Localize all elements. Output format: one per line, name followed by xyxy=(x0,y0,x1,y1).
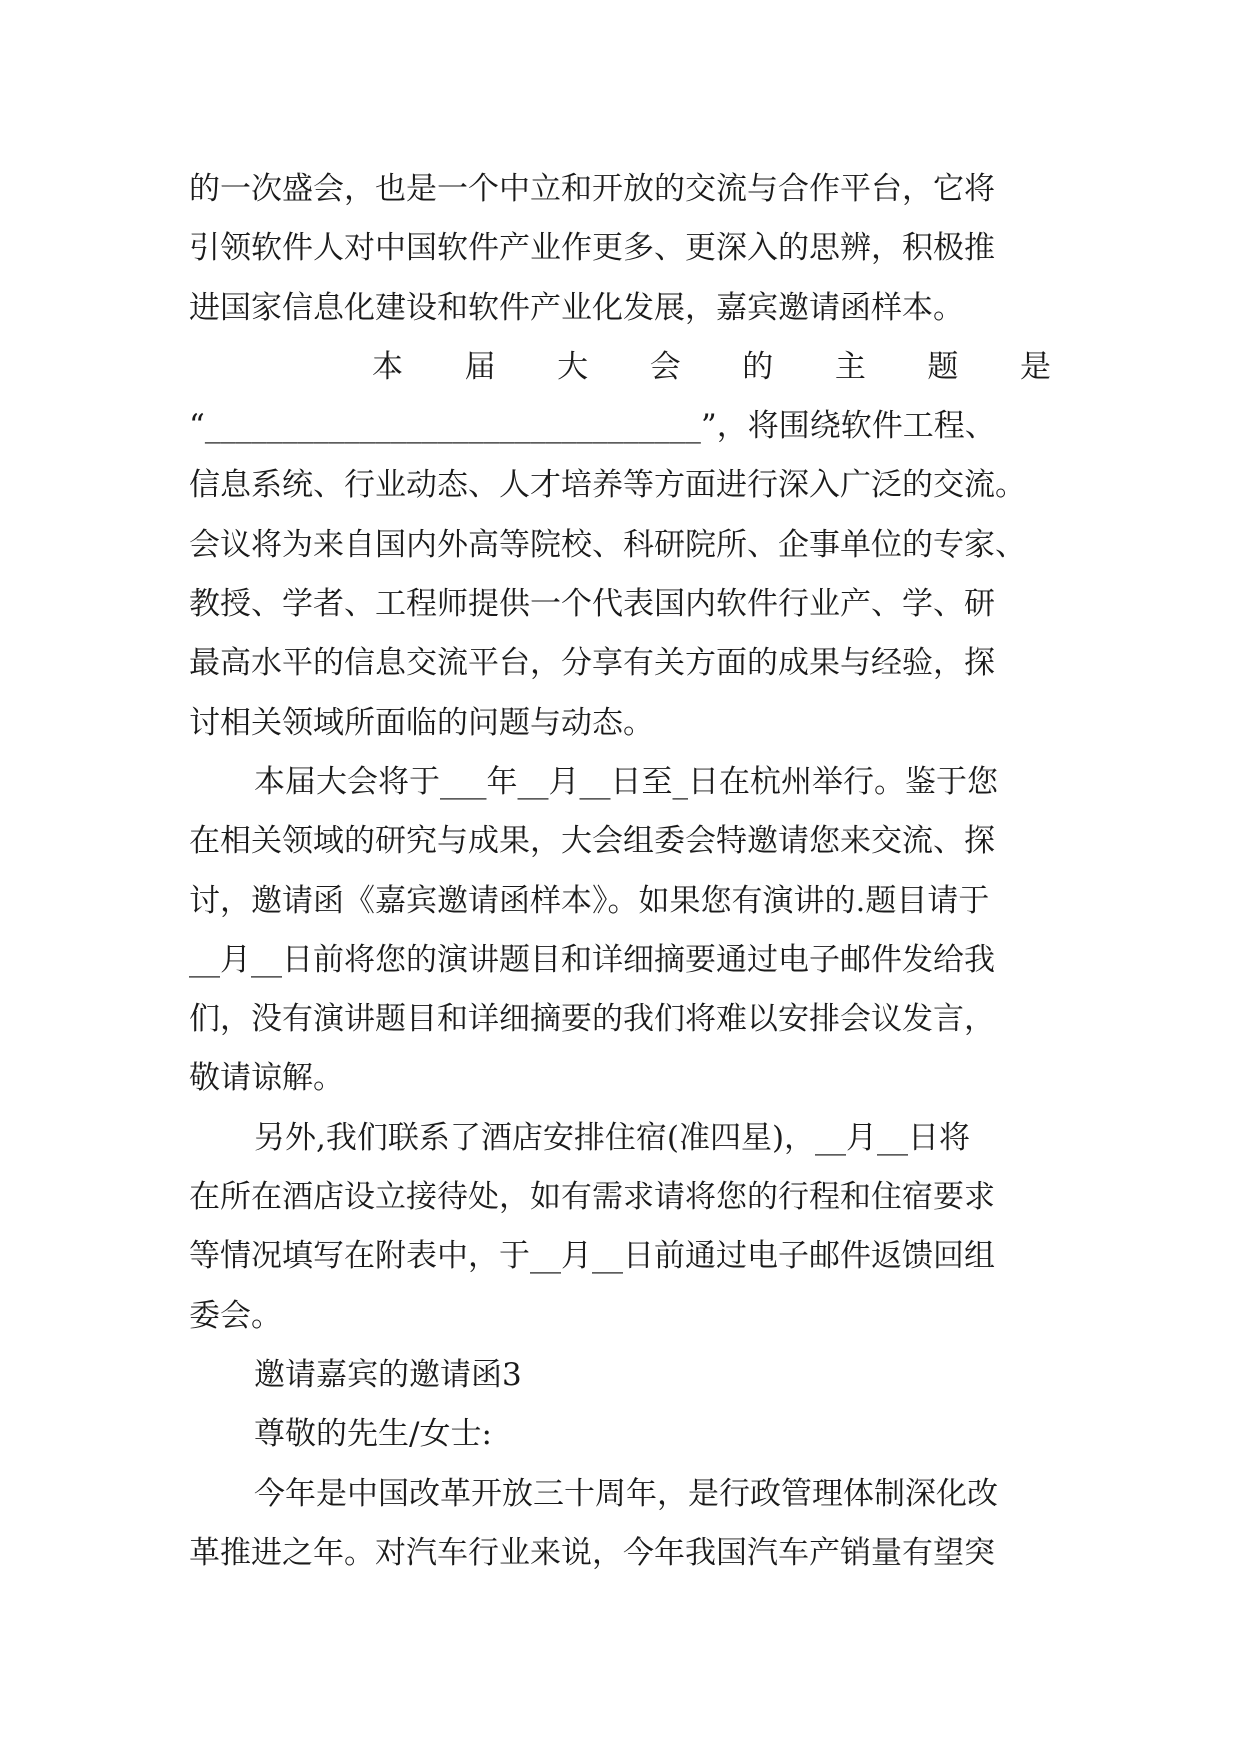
text-line: 引领软件人对中国软件产业作更多、更深入的思辨，积极推 xyxy=(189,230,995,267)
paragraph-start-line: 今年是中国改革开放三十周年，是行政管理体制深化改 xyxy=(254,1475,998,1512)
text-line: 在相关领域的研究与成果，大会组委会特邀请您来交流、探 xyxy=(189,823,995,860)
text-line: 在所在酒店设立接待处，如有需求请将您的行程和住宿要求 xyxy=(189,1179,995,1216)
text-line: 们，没有演讲题目和详细摘要的我们将难以安排会议发言， xyxy=(189,1001,995,1038)
text-line: 讨相关领域所面临的问题与动态。 xyxy=(189,704,654,741)
text-line: 信息系统、行业动态、人才培养等方面进行深入广泛的交流。 xyxy=(189,467,1026,504)
spread-char: 会 xyxy=(649,348,681,385)
text-line: 等情况填写在附表中，于__月__日前通过电子邮件返馈回组 xyxy=(189,1238,995,1275)
spread-char: 大 xyxy=(557,348,589,385)
paragraph-start-line: 另外,我们联系了酒店安排住宿(准四星)，__月__日将 xyxy=(254,1119,971,1156)
paragraph-start-line: 本届大会将于___年__月__日至_日在杭州举行。鉴于您 xyxy=(254,763,998,800)
salutation: 尊敬的先生/女士: xyxy=(254,1416,492,1453)
text-line: __月__日前将您的演讲题目和详细摘要通过电子邮件发给我 xyxy=(189,941,995,978)
text-line: 的一次盛会，也是一个中立和开放的交流与合作平台，它将 xyxy=(189,171,995,207)
spread-char: 的 xyxy=(742,348,774,385)
text-line: 会议将为来自国内外高等院校、科研院所、企事单位的专家、 xyxy=(189,526,1026,563)
spread-char: 是 xyxy=(1019,348,1051,385)
text-line: 最高水平的信息交流平台，分享有关方面的成果与经验，探 xyxy=(189,645,995,682)
spread-char: 本 xyxy=(372,348,403,385)
spread-char: 届 xyxy=(464,348,496,385)
text-line: 讨，邀请函《嘉宾邀请函样本》。如果您有演讲的.题目请于 xyxy=(189,882,990,919)
text-line: “________________________________”，将围绕软件工程、 xyxy=(189,408,996,445)
section-title: 邀请嘉宾的邀请函3 xyxy=(254,1356,522,1393)
text-line: 教授、学者、工程师提供一个代表国内软件行业产、学、研 xyxy=(189,586,995,623)
spread-char: 题 xyxy=(927,348,959,385)
text-line: 委会。 xyxy=(189,1297,282,1334)
spread-char: 主 xyxy=(834,348,866,385)
theme-heading-line xyxy=(189,338,1051,397)
text-line: 敬请谅解。 xyxy=(189,1060,344,1097)
document-body xyxy=(189,160,1051,1583)
text-line: 革推进之年。对汽车行业来说，今年我国汽车产销量有望突 xyxy=(189,1534,995,1571)
text-line: 进国家信息化建设和软件产业化发展，嘉宾邀请函样本。 xyxy=(189,289,964,326)
